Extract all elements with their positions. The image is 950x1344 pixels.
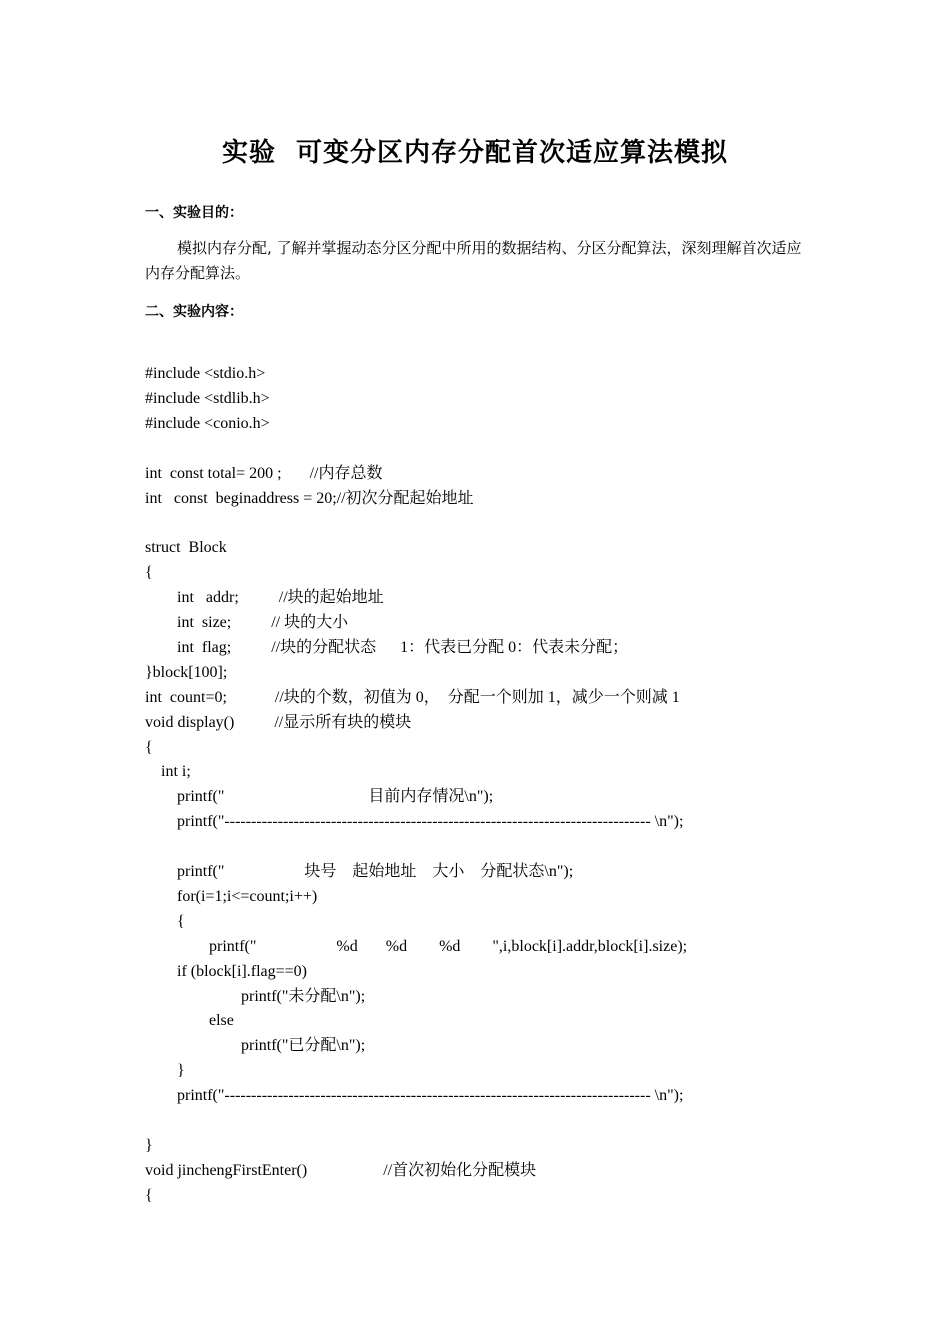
code-line: { [145, 564, 153, 582]
code-line: printf(" 目前内存情况\n"); [145, 788, 494, 806]
code-line: } [145, 1136, 153, 1154]
code-line: #include <stdlib.h> [145, 389, 270, 407]
code-line: #include <conio.h> [145, 414, 270, 432]
code-line: printf("未分配\n"); [145, 987, 366, 1005]
code-line: void display() //显示所有块的模块 [145, 713, 412, 731]
code-line: printf(" 块号 起始地址 大小 分配状态\n"); [145, 863, 574, 880]
section-heading-content: 二、实验内容： [145, 304, 243, 320]
code-line: int flag; //块的分配状态 1：代表已分配 0：代表未分配； [145, 638, 629, 656]
document-title: 实验 可变分区内存分配首次适应算法模拟 [221, 138, 729, 168]
code-line: { [145, 912, 185, 930]
code-line: } [145, 1062, 185, 1080]
purpose-paragraph [145, 236, 815, 286]
code-line: printf("已分配\n"); [145, 1037, 366, 1055]
code-line: int const beginaddress = 20;//初次分配起始地址 [145, 489, 474, 507]
code-line: int i; [145, 763, 191, 781]
code-line: for(i=1;i<=count;i++) [145, 887, 318, 905]
code-line: printf("-------------------------------------------------------------------------------- \n"); [145, 1087, 684, 1105]
code-line: int const total= 200 ; //内存总数 [145, 464, 383, 482]
code-line: printf(" %d %d %d ",i,block[i].addr,block[i].size); [145, 937, 688, 955]
code-line: else [145, 1012, 234, 1030]
code-line: int count=0; //块的个数，初值为 0， 分配一个则加 1，减少一个则减 1 [145, 688, 680, 706]
code-line: { [145, 738, 153, 756]
code-line: int size; // 块的大小 [145, 614, 349, 631]
code-line: struct Block [145, 539, 227, 557]
section-heading-purpose: 一、实验目的： [145, 205, 243, 221]
code-line: if (block[i].flag==0) [145, 962, 307, 980]
code-line: printf("-------------------------------------------------------------------------------- \n"); [145, 813, 684, 831]
code-line: }block[100]; [145, 663, 228, 681]
code-line: #include <stdio.h> [145, 365, 266, 382]
code-line: void jinchengFirstEnter() //首次初始化分配模块 [145, 1161, 537, 1179]
purpose-paragraph-text: 模拟内存分配, 了解并掌握动态分区分配中所用的数据结构、分区分配算法，深刻理解首次适应内存分配算法。 [145, 239, 802, 282]
code-line: { [145, 1186, 153, 1204]
code-line: int addr; //块的起始地址 [145, 589, 384, 607]
